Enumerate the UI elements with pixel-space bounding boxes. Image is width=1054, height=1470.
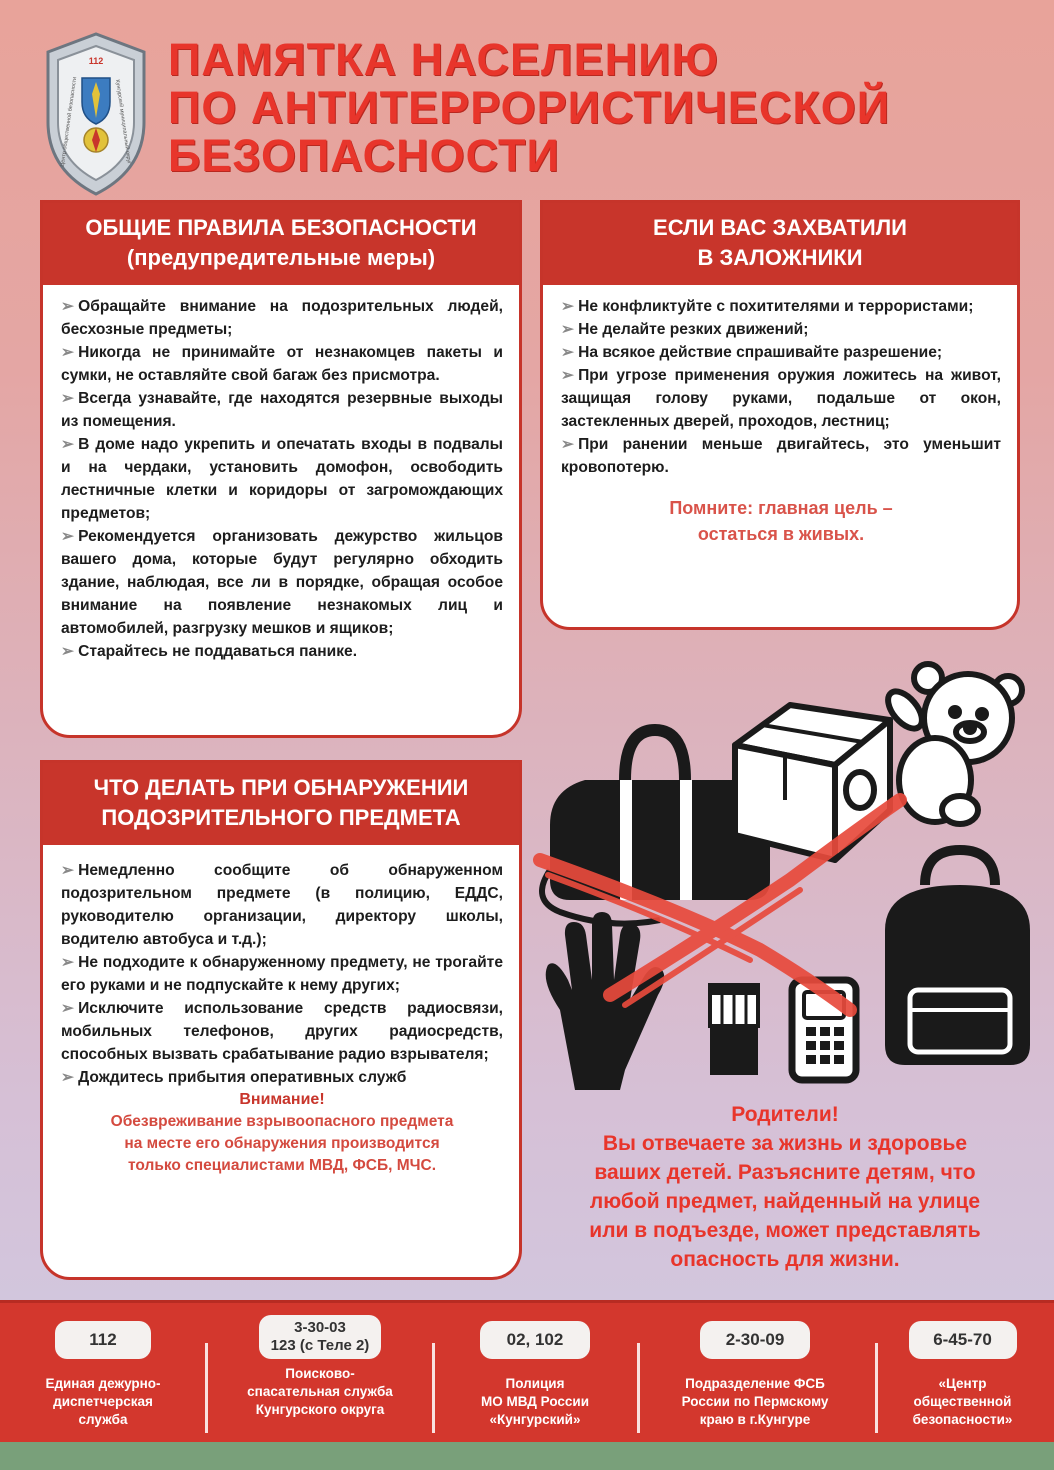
rule-item xyxy=(61,997,503,1066)
glove-icon xyxy=(546,912,665,1090)
parents-note xyxy=(540,1100,1030,1274)
rule-text: Всегда узнавайте, где находятся резервные выходы из помещения. xyxy=(61,390,503,430)
parents-line: Родители! xyxy=(731,1103,839,1126)
phone-number xyxy=(259,1315,382,1359)
contact-police xyxy=(455,1321,615,1441)
rule-text: Не подходите к обнаруженному предмету, не трогайте его руками и не подпускайте к нему других; xyxy=(61,954,503,994)
rule-item xyxy=(61,387,503,433)
rule-item xyxy=(561,341,1001,364)
service-line: Кунгурского округа xyxy=(255,1402,385,1417)
rule-item xyxy=(61,859,503,951)
emblem-caption-left: Центр общественной безопасности xyxy=(59,76,79,168)
rule-text: Дождитесь прибытия оперативных служб xyxy=(78,1069,407,1086)
service-name xyxy=(28,1375,178,1429)
service-line: «Кунгурский» xyxy=(489,1412,581,1427)
shield-emblem-icon xyxy=(40,30,152,198)
footer-divider xyxy=(205,1343,208,1433)
bullet-arrow-icon: ➢ xyxy=(61,954,75,971)
title-line: ПО АНТИТЕРРОРИСТИЧЕСКОЙ xyxy=(168,82,891,133)
service-line: Единая дежурно- xyxy=(45,1376,161,1391)
remember-line: остаться в живых. xyxy=(697,524,865,544)
phone-number: 112 xyxy=(55,1321,151,1359)
bullet-arrow-icon: ➢ xyxy=(561,321,575,338)
hostage-rules-list xyxy=(543,285,1017,555)
bullet-arrow-icon: ➢ xyxy=(561,298,575,315)
bullet-arrow-icon: ➢ xyxy=(61,344,75,361)
page-title xyxy=(168,36,1038,180)
suspicious-header xyxy=(43,763,519,845)
rule-text: Исключите использование средств радиосвязи, мобильных телефонов, других радиосредств, способных вызвать срабатывание радио взрывателя; xyxy=(61,1000,503,1063)
rule-text: На всякое действие спрашивайте разрешение; xyxy=(578,344,943,361)
service-line: России по Пермскому xyxy=(681,1394,829,1409)
emblem-number: 112 xyxy=(88,56,104,66)
service-line: Поисково- xyxy=(285,1366,355,1381)
bullet-arrow-icon: ➢ xyxy=(61,1069,75,1086)
cigarette-pack-icon xyxy=(708,983,760,1075)
footer-divider xyxy=(875,1343,878,1433)
rule-text: Немедленно сообщите об обнаруженном подозрительном предмете (в полицию, ЕДДС, руководителю организации, директору школы, водителю автобуса и т.д.); xyxy=(61,862,503,948)
rule-item xyxy=(561,433,1001,479)
bullet-arrow-icon: ➢ xyxy=(61,862,75,879)
bullet-arrow-icon: ➢ xyxy=(561,436,575,453)
service-line: диспетчерская xyxy=(53,1394,153,1409)
hostage-header xyxy=(543,203,1017,285)
rule-text: Рекомендуется организовать дежурство жильцов вашего дома, которые будут регулярно обходить здание, наблюдая, все ли в порядке, обращая особое внимание на появление незнакомых лиц и автомобилей, разгрузку мешков и ящиков; xyxy=(61,528,503,637)
backpack-icon xyxy=(885,850,1030,1065)
rule-text: Не конфликтуйте с похитителями и террористами; xyxy=(578,298,974,315)
contacts-footer xyxy=(0,1300,1054,1442)
contact-emergency xyxy=(28,1321,178,1441)
rule-item xyxy=(61,295,503,341)
bullet-arrow-icon: ➢ xyxy=(61,390,75,407)
parents-line: или в подъезде, может представлять xyxy=(589,1219,981,1242)
footer-bottom-strip xyxy=(0,1442,1054,1470)
attention-line: Обезвреживание взрывоопасного предмета xyxy=(110,1113,454,1130)
bullet-arrow-icon: ➢ xyxy=(561,367,575,384)
service-name xyxy=(455,1375,615,1429)
bullet-arrow-icon: ➢ xyxy=(61,298,75,315)
bullet-arrow-icon: ➢ xyxy=(561,344,575,361)
attention-line: только специалистами МВД, ФСБ, МЧС. xyxy=(128,1157,436,1174)
service-name xyxy=(890,1375,1035,1429)
bullet-arrow-icon: ➢ xyxy=(61,436,75,453)
general-rules-header xyxy=(43,203,519,285)
service-line: Подразделение ФСБ xyxy=(685,1376,825,1391)
attention-text xyxy=(61,1111,503,1177)
bullet-arrow-icon: ➢ xyxy=(61,528,75,545)
footer-divider xyxy=(637,1343,640,1433)
rule-item xyxy=(61,341,503,387)
service-line: безопасности» xyxy=(912,1412,1013,1427)
contact-rescue xyxy=(225,1315,415,1435)
suspicious-object-card xyxy=(40,760,522,1280)
general-rules-card xyxy=(40,200,522,738)
hostage-title-line: В ЗАЛОЖНИКИ xyxy=(697,245,863,270)
remember-note xyxy=(561,495,1001,547)
phone-line: 3-30-03 xyxy=(294,1319,346,1336)
parents-line: ваших детей. Разъясните детям, что xyxy=(594,1161,976,1184)
rule-item xyxy=(561,364,1001,433)
rule-item xyxy=(61,525,503,640)
service-line: «Центр xyxy=(938,1376,987,1391)
rule-item xyxy=(61,433,503,525)
service-line: спасательная служба xyxy=(247,1384,393,1399)
title-line: БЕЗОПАСНОСТИ xyxy=(168,130,560,181)
rule-item xyxy=(61,1066,503,1089)
rule-text: Никогда не принимайте от незнакомцев пакеты и сумки, не оставляйте свой багаж без присмотра. xyxy=(61,344,503,384)
emblem-caption-right: Кунгурский муниципальный округ xyxy=(114,79,132,165)
title-line: ПАМЯТКА НАСЕЛЕНИЮ xyxy=(168,34,719,85)
phone-number: 2-30-09 xyxy=(700,1321,810,1359)
rule-text: При ранении меньше двигайтесь, это уменьшит кровопотерю. xyxy=(561,436,1001,476)
phone-number: 6-45-70 xyxy=(909,1321,1017,1359)
remember-line: Помните: главная цель – xyxy=(669,498,893,518)
rule-item xyxy=(61,951,503,997)
hostage-title-line: ЕСЛИ ВАС ЗАХВАТИЛИ xyxy=(653,215,907,240)
rule-text: Не делайте резких движений; xyxy=(578,321,809,338)
rule-text: Обращайте внимание на подозрительных людей, бесхозные предметы; xyxy=(61,298,503,338)
suspicious-title-line: ЧТО ДЕЛАТЬ ПРИ ОБНАРУЖЕНИИ xyxy=(93,775,469,800)
service-name xyxy=(225,1365,415,1419)
attention-line: на месте его обнаружения производится xyxy=(124,1135,440,1152)
footer-divider xyxy=(432,1343,435,1433)
service-line: МО МВД России xyxy=(480,1394,590,1409)
rule-text: Старайтесь не поддаваться панике. xyxy=(78,643,358,660)
phone-line: 123 (с Теле 2) xyxy=(270,1337,370,1354)
general-rules-subtitle: (предупредительные меры) xyxy=(126,245,436,270)
contact-security-center xyxy=(890,1321,1035,1441)
phone-number: 02, 102 xyxy=(480,1321,590,1359)
service-line: общественной xyxy=(913,1394,1012,1409)
suspicious-rules-list xyxy=(43,845,519,1185)
service-line: служба xyxy=(78,1412,128,1427)
parents-line: любой предмет, найденный на улице xyxy=(589,1190,981,1213)
hostage-card xyxy=(540,200,1020,630)
rule-item xyxy=(561,295,1001,318)
suspicious-title-line: ПОДОЗРИТЕЛЬНОГО ПРЕДМЕТА xyxy=(101,805,461,830)
service-line: краю в г.Кунгуре xyxy=(699,1412,811,1427)
general-rules-title: ОБЩИЕ ПРАВИЛА БЕЗОПАСНОСТИ xyxy=(85,215,477,240)
rule-text: При угрозе применения оружия ложитесь на живот, защищая голову руками, подальше от окон, застекленных дверей, проходов, лестниц; xyxy=(561,367,1001,430)
rule-item xyxy=(561,318,1001,341)
parents-line: опасность для жизни. xyxy=(670,1248,900,1271)
attention-title: Внимание! xyxy=(239,1091,325,1108)
bullet-arrow-icon: ➢ xyxy=(61,1000,75,1017)
general-rules-list xyxy=(43,285,519,671)
contact-fsb xyxy=(655,1321,855,1441)
service-line: Полиция xyxy=(505,1376,565,1391)
rule-item xyxy=(61,640,503,663)
service-name xyxy=(655,1375,855,1429)
rule-text: В доме надо укрепить и опечатать входы в подвалы и на чердаки, установить домофон, освободить лестничные клетки и коридоры от загромождающих предметов; xyxy=(61,436,503,522)
parents-line: Вы отвечаете за жизнь и здоровье xyxy=(602,1132,968,1155)
bullet-arrow-icon: ➢ xyxy=(61,643,75,660)
dangerous-objects-illustration xyxy=(530,650,1030,1100)
